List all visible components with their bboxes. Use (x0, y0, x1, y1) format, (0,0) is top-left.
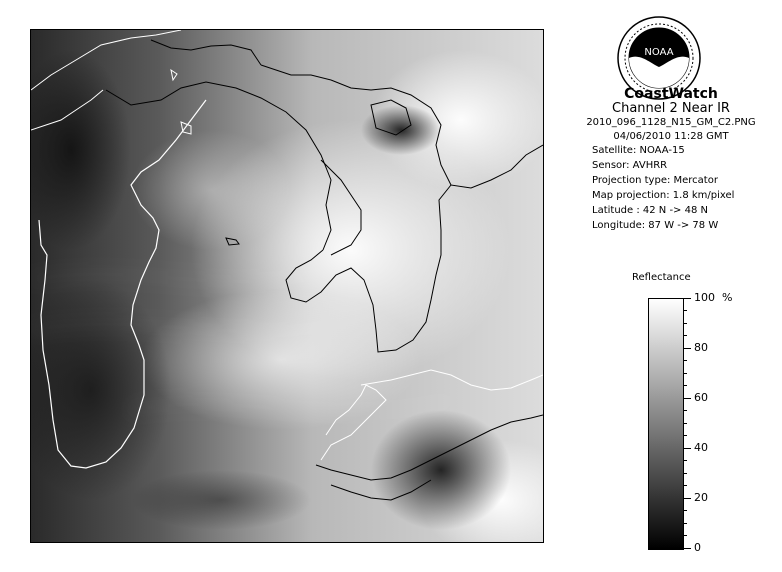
longitude-info: Longitude: 87 W -> 78 W (592, 220, 719, 231)
legend-unit: % (722, 291, 733, 304)
legend-tick-minor (683, 410, 687, 411)
legend-tick-minor (683, 510, 687, 511)
legend-tick-minor (683, 323, 687, 324)
legend-tick-major (683, 348, 691, 349)
legend-tick-minor (683, 473, 687, 474)
legend-tick-minor (683, 423, 687, 424)
legend-tick-major (683, 498, 691, 499)
latitude-info: Latitude : 42 N -> 48 N (592, 205, 708, 216)
channel-label: Channel 2 Near IR (612, 101, 730, 116)
legend-tick-minor (683, 435, 687, 436)
legend-tick-label: 100 (694, 291, 715, 304)
image-datetime: 04/06/2010 11:28 GMT (613, 131, 729, 142)
legend-tick-major (683, 548, 691, 549)
legend-tick-label: 20 (694, 491, 708, 504)
legend-tick-minor (683, 485, 687, 486)
projection-type-info: Projection type: Mercator (592, 175, 718, 186)
legend-tick-major (683, 298, 691, 299)
sensor-info: Sensor: AVHRR (592, 160, 668, 171)
legend-tick-label: 0 (694, 541, 701, 554)
file-name: 2010_096_1128_N15_GM_C2.PNG (586, 117, 756, 128)
noaa-logo-text: NOAA (644, 47, 674, 58)
legend-tick-label: 40 (694, 441, 708, 454)
legend-tick-major (683, 448, 691, 449)
legend-tick-minor (683, 535, 687, 536)
legend-tick-major (683, 398, 691, 399)
legend-tick-minor (683, 460, 687, 461)
legend-tick-label: 80 (694, 341, 708, 354)
legend-tick-minor (683, 360, 687, 361)
satellite-image (30, 29, 544, 543)
product-title: CoastWatch (624, 86, 718, 102)
legend-tick-minor (683, 385, 687, 386)
legend-title: Reflectance (632, 272, 691, 283)
satellite-image-svg (31, 30, 543, 542)
legend-tick-minor (683, 310, 687, 311)
legend-tick-minor (683, 373, 687, 374)
legend-tick-minor (683, 335, 687, 336)
satellite-info: Satellite: NOAA-15 (592, 145, 685, 156)
legend-tick-label: 60 (694, 391, 708, 404)
reflectance-colorbar (648, 298, 684, 550)
map-projection-info: Map projection: 1.8 km/pixel (592, 190, 735, 201)
legend-tick-minor (683, 523, 687, 524)
